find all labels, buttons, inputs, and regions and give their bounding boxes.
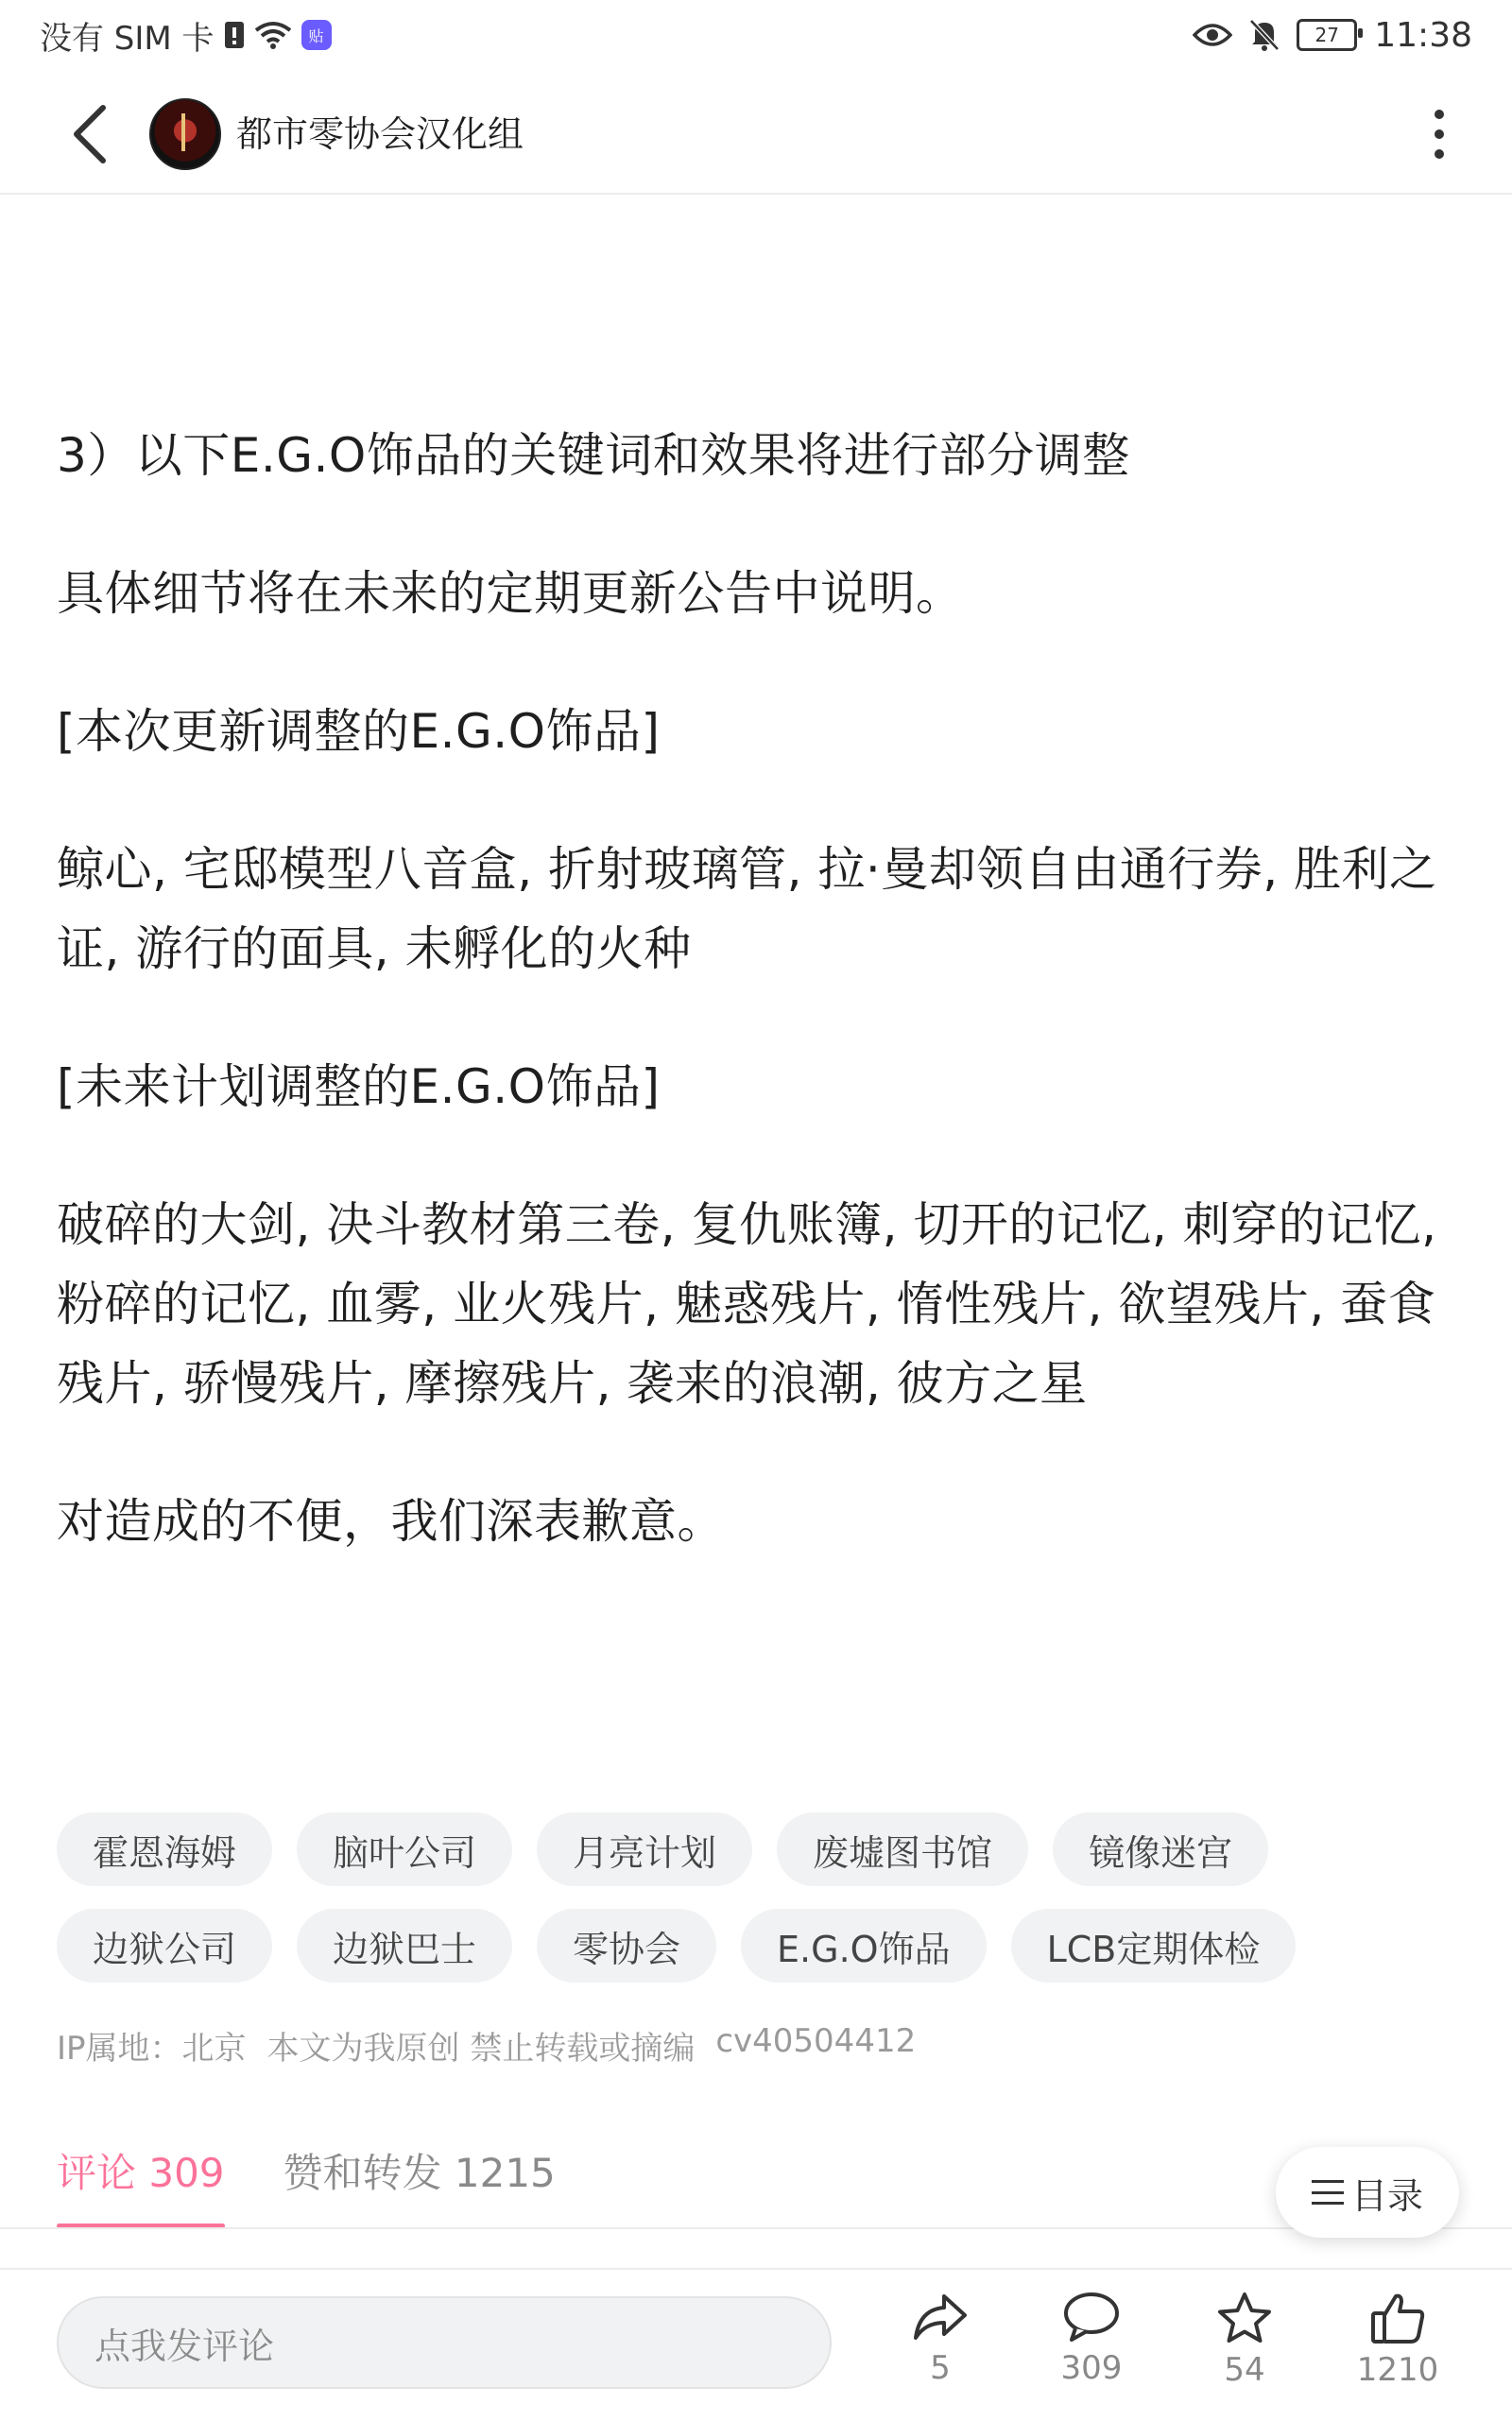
eye-icon (1193, 22, 1232, 48)
article-paragraph: 对造成的不便，我们深表歉意。 (57, 1494, 725, 1549)
comment-button[interactable] (1040, 2291, 1143, 2387)
more-dot-icon (1435, 149, 1444, 159)
toc-label: 目录 (1350, 2174, 1423, 2217)
list-icon (1312, 2180, 1344, 2205)
table-of-contents-button[interactable] (1276, 2147, 1459, 2238)
avatar-emblem (181, 113, 185, 151)
ip-location: IP属地：北京 (57, 2030, 247, 2068)
like-count: 1210 (1356, 2351, 1439, 2389)
wifi-icon (254, 21, 292, 49)
comment-count: 309 (1060, 2349, 1123, 2387)
favorite-button[interactable] (1193, 2291, 1297, 2389)
article-paragraph: 3）以下E.G.O饰品的关键词和效果将进行部分调整 (57, 428, 1130, 483)
battery-level: 27 (1314, 24, 1339, 46)
article-paragraph: 鲸心, 宅邸模型八音盒, 折射玻璃管, 拉·曼却领自由通行券, 胜利之证, 游行的面具, 未孵化的火种 (57, 842, 1437, 976)
article-id: cv40504412 (715, 2022, 917, 2060)
tag-chip[interactable]: 边狱公司 (57, 1909, 272, 1983)
bottom-action-bar (0, 2268, 1512, 2421)
article-meta (57, 2022, 916, 2069)
author-avatar[interactable] (149, 98, 221, 170)
tab-likes-reposts[interactable]: 赞和转发 1215 (283, 2150, 556, 2196)
tab-comments[interactable]: 评论 309 (57, 2143, 225, 2228)
favorite-count: 54 (1224, 2351, 1265, 2389)
share-button[interactable] (888, 2291, 992, 2387)
top-nav (0, 76, 1512, 195)
tag-list (57, 1812, 1455, 1983)
status-bar-left (40, 11, 332, 59)
battery-icon (1297, 19, 1357, 51)
article-body (57, 416, 1465, 1620)
more-dot-icon (1435, 129, 1444, 139)
tag-chip[interactable]: 脑叶公司 (297, 1812, 512, 1886)
star-icon (1216, 2291, 1273, 2345)
bell-muted-icon (1249, 19, 1280, 51)
back-button[interactable] (57, 98, 123, 170)
status-bar (0, 0, 1512, 76)
tag-chip[interactable]: 霍恩海姆 (57, 1812, 272, 1886)
comment-tabs (57, 2143, 556, 2228)
clock: 11:38 (1374, 15, 1472, 55)
like-button[interactable] (1346, 2291, 1450, 2389)
carrier-text: 没有 SIM 卡 (40, 19, 215, 58)
status-bar-right (1193, 11, 1472, 59)
tag-chip[interactable]: E.G.O饰品 (741, 1909, 987, 1983)
tab-divider (0, 2227, 1512, 2229)
tag-chip[interactable]: LCB定期体检 (1011, 1909, 1297, 1983)
article-paragraph: 具体细节将在未来的定期更新公告中说明。 (57, 566, 964, 621)
share-icon (912, 2291, 969, 2344)
more-dot-icon (1435, 110, 1444, 119)
article-paragraph: [未来计划调整的E.G.O饰品] (57, 1059, 661, 1114)
tag-chip[interactable]: 镜像迷宫 (1053, 1812, 1268, 1886)
author-name[interactable]: 都市零协会汉化组 (236, 113, 524, 155)
back-arrow-icon (71, 104, 109, 164)
sim-alert-icon (224, 21, 245, 49)
share-count: 5 (930, 2349, 951, 2387)
thumbs-up-icon (1369, 2291, 1426, 2345)
article-paragraph: 破碎的大剑, 决斗教材第三卷, 复仇账簿, 切开的记忆, 刺穿的记忆, 粉碎的记忆, 血雾, 业火残片, 魅惑残片, 惰性残片, 欲望残片, 蚕食残片, 骄慢残片, 摩擦残片, 袭来的浪潮, 彼方之星 (57, 1197, 1437, 1411)
comment-icon (1062, 2291, 1121, 2344)
article-paragraph: [本次更新调整的E.G.O饰品] (57, 704, 661, 759)
tag-chip[interactable]: 月亮计划 (537, 1812, 752, 1886)
app-notification-icon: 贴 (301, 20, 332, 50)
copyright-notice: 本文为我原创 禁止转载或摘编 (266, 2030, 696, 2068)
more-options-button[interactable] (1406, 98, 1472, 170)
tag-chip[interactable]: 废墟图书馆 (777, 1812, 1028, 1886)
tag-chip[interactable]: 边狱巴士 (297, 1909, 512, 1983)
tag-chip[interactable]: 零协会 (537, 1909, 716, 1983)
comment-input[interactable]: 点我发评论 (57, 2296, 832, 2389)
